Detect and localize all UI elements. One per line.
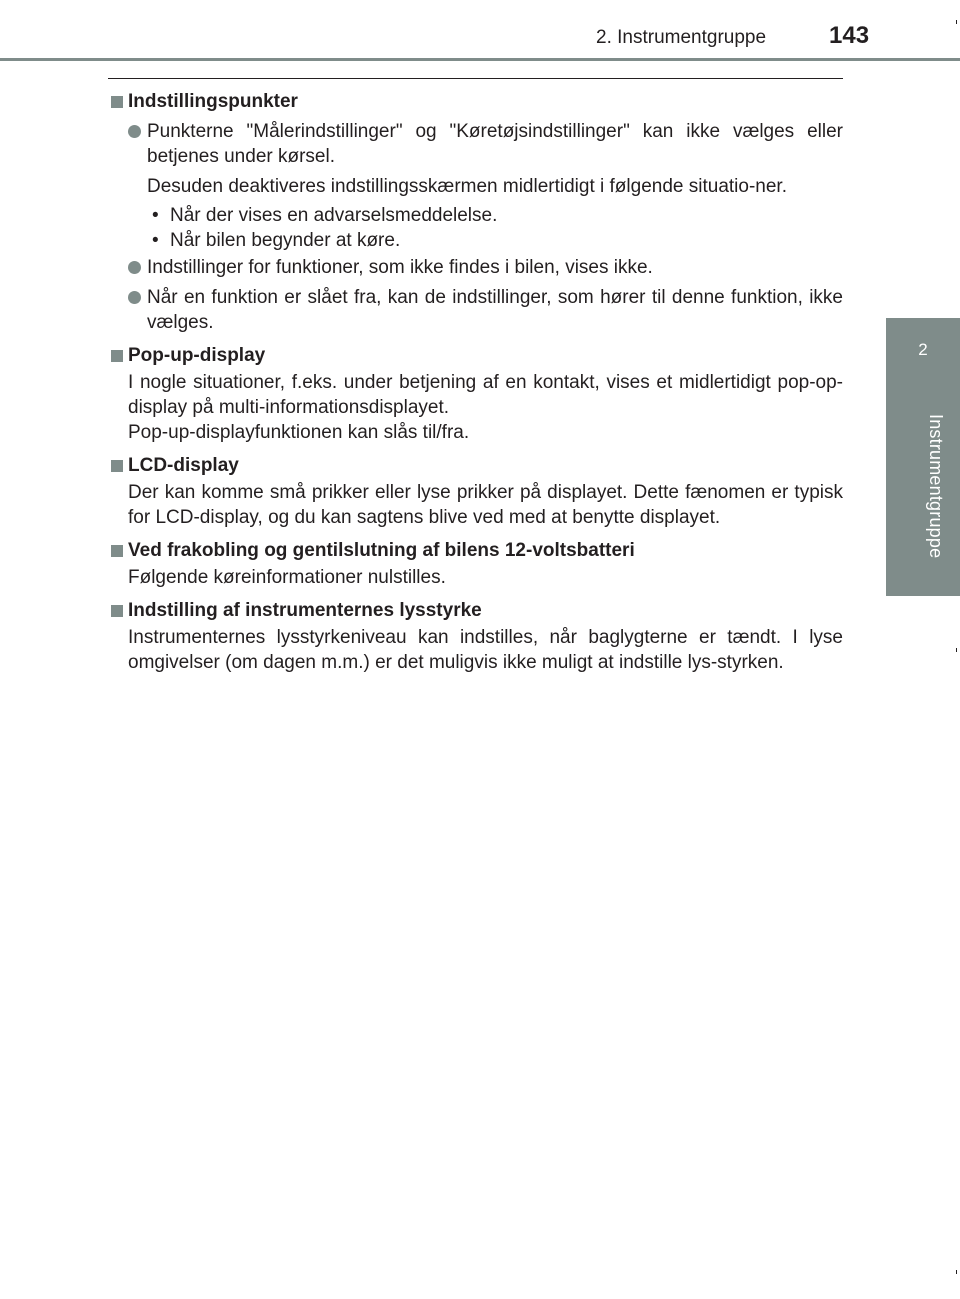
bullet-paragraph: Desuden deaktiveres indstillingsskærmen midlertidigt i følgende situatio-ner. [147, 176, 787, 197]
dot-bullet-icon: • [152, 230, 159, 251]
page-content [108, 78, 843, 675]
circle-bullet-icon [128, 291, 141, 304]
bullet-item [108, 119, 843, 169]
page-number: 143 [829, 22, 870, 49]
bullet-text: Indstillinger for funktioner, som ikke findes i bilen, vises ikke. [147, 257, 653, 278]
chapter-title: 2. Instrumentgruppe [596, 27, 767, 48]
circle-bullet-icon [128, 261, 141, 274]
list-item [108, 203, 843, 228]
dot-list [108, 203, 843, 253]
square-bullet-icon [111, 605, 123, 617]
chapter-side-tab [886, 318, 960, 596]
section-heading [108, 89, 843, 114]
dot-bullet-icon: • [152, 205, 159, 226]
square-bullet-icon [111, 545, 123, 557]
section-heading [108, 343, 843, 368]
header-rule [0, 58, 960, 61]
section-heading [108, 538, 843, 563]
list-item-text: Når bilen begynder at køre. [170, 230, 401, 251]
square-bullet-icon [111, 460, 123, 472]
content-top-rule [108, 78, 843, 79]
list-item [108, 228, 843, 253]
circle-bullet-icon [128, 125, 141, 138]
section-heading-text: Indstilling af instrumenternes lysstyrke [128, 600, 482, 621]
section-heading [108, 453, 843, 478]
side-tab-label: Instrumentgruppe [926, 414, 946, 559]
crop-mark [956, 648, 957, 652]
side-tab-number: 2 [918, 340, 928, 359]
section-heading-text: Indstillingspunkter [128, 91, 298, 112]
square-bullet-icon [111, 96, 123, 108]
list-item-text: Når der vises en advarselsmeddelelse. [170, 205, 498, 226]
section-body: Følgende køreinformationer nulstilles. [128, 567, 446, 588]
square-bullet-icon [111, 350, 123, 362]
bullet-text: Punkterne "Målerindstillinger" og "Køretøjsindstillinger" kan ikke vælges eller betjenes under kørsel. [147, 121, 843, 167]
bullet-item [108, 255, 843, 280]
section-body: I nogle situationer, f.eks. under betjening af en kontakt, vises et midlertidigt pop-op-display på multi-informationsdisplayet. [128, 372, 843, 418]
section-heading-text: Ved frakobling og gentilslutning af bilens 12-voltsbatteri [128, 540, 635, 561]
section-body: Pop-up-displayfunktionen kan slås til/fra. [128, 422, 470, 443]
crop-mark [956, 1270, 957, 1274]
bullet-item [108, 285, 843, 335]
section-heading-text: Pop-up-display [128, 345, 266, 366]
section-body: Der kan komme små prikker eller lyse prikker på displayet. Dette fænomen er typisk for LCD-display, og du kan sagtens blive ved med at benytte displayet. [128, 482, 843, 528]
section-heading-text: LCD-display [128, 455, 239, 476]
crop-mark [956, 20, 957, 24]
section-heading [108, 598, 843, 623]
bullet-text: Når en funktion er slået fra, kan de indstillinger, som hører til denne funktion, ikke vælges. [147, 287, 843, 333]
section-body: Instrumenternes lysstyrkeniveau kan indstilles, når baglygterne er tændt. I lyse omgivelser (om dagen m.m.) er det muligvis ikke muligt at indstille lys-styrken. [128, 627, 843, 673]
